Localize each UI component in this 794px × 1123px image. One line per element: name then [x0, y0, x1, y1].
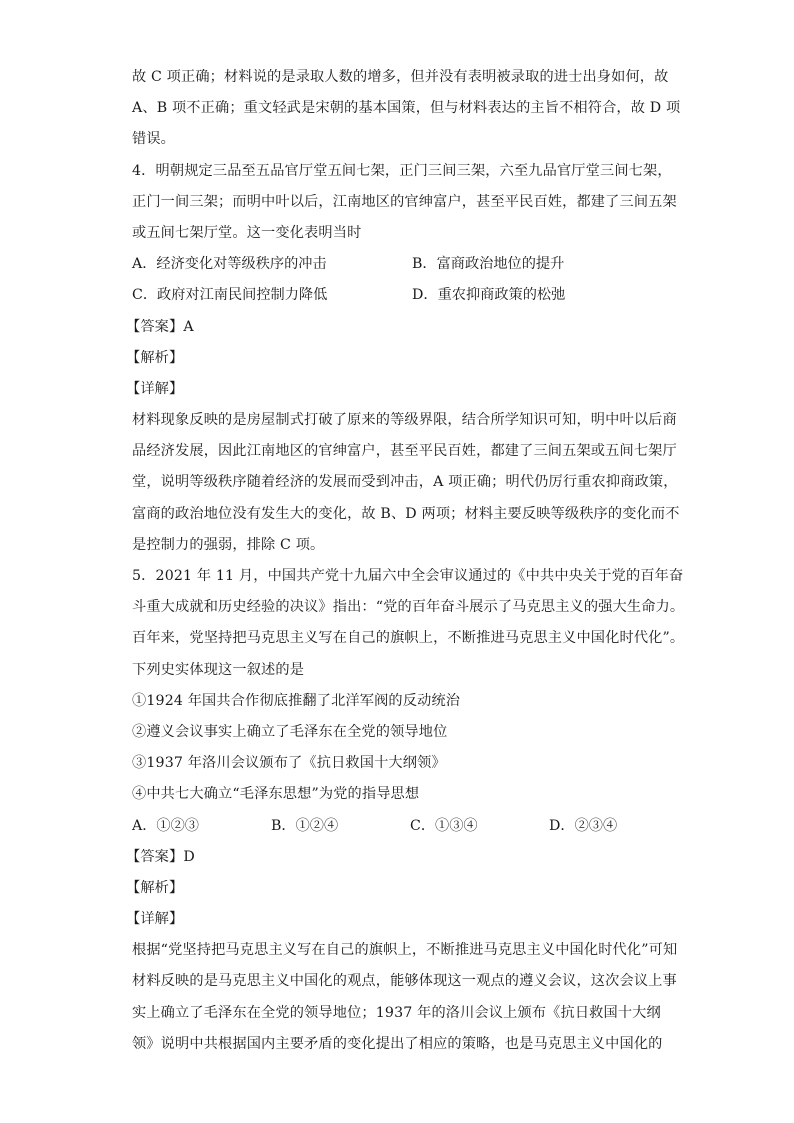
text-line: 错误。: [132, 131, 176, 148]
answer-label: 【答案】D: [126, 848, 195, 865]
option-c: C．①③④: [410, 817, 478, 834]
explanation-line: 富商的政治地位没有发生大的变化，故 B、D 两项；材料主要反映等级秩序的变化而不: [132, 505, 680, 522]
option-d: D．重农抑商政策的松弛: [412, 287, 566, 304]
option-row: [132, 249, 668, 280]
option-a: A．经济变化对等级秩序的冲击: [132, 256, 327, 273]
text-line: 故 C 项正确；材料说的是录取人数的增多，但并没有表明被录取的进士出身如何，故: [132, 69, 669, 85]
question-stem-line: 斗重大成就和历史经验的决议》指出：“党的百年奋斗展示了马克思主义的强大生命力。: [132, 599, 685, 616]
text-line: A、B 项不正确；重文轻武是宋朝的基本国策，但与材料表达的主旨不相符合，故 D 项: [132, 100, 681, 117]
question-stem-line: 百年来，党坚持把马克思主义写在自己的旗帜上，不断推进马克思主义中国化时代化”。: [132, 630, 685, 647]
option-d: D．②③④: [549, 817, 618, 834]
statement-item: ①1924 年国共合作彻底推翻了北洋军阀的反动统治: [132, 692, 461, 709]
statement-item: ②遵义会议事实上确立了毛泽东在全党的领导地位: [132, 723, 448, 740]
option-c: C．政府对江南民间控制力降低: [132, 287, 328, 304]
explanation-line: 堂，说明等级秩序随着经济的发展而受到冲击，A 项正确；明代仍厉行重农抑商政策，: [132, 474, 678, 491]
question-stem-line: 下列史实体现这一叙述的是: [132, 661, 305, 678]
explanation-line: 领》说明中共根据国内主要矛盾的变化提出了相应的策略，也是马克思主义中国化的: [132, 1035, 663, 1052]
statement-item: ④中共七大确立“毛泽东思想”为党的指导思想: [132, 786, 420, 803]
statement-item: ③1937 年洛川会议颁布了《抗日救国十大纲领》: [132, 755, 446, 772]
question-stem-line: 4．明朝规定三品至五品官厅堂五间七架，正门三间三架，六至九品官厅堂三间七架，: [132, 162, 672, 179]
explanation-line: 材料反映的是马克思主义中国化的观点，能够体现这一观点的遵义会议，这次会议上事: [132, 973, 677, 990]
question-stem-line: 5．2021 年 11 月，中国共产党十九届六中全会审议通过的《中共中央关于党的百年奋: [132, 568, 684, 584]
document-page: [126, 62, 685, 1060]
analysis-label: 【解析】: [126, 349, 184, 366]
explanation-line: 是控制力的强弱，排除 C 项。: [132, 536, 325, 553]
question-5: [126, 561, 685, 1060]
option-row: [132, 811, 668, 842]
explanation-line: 根据“党坚持把马克思主义写在自己的旗帜上，不断推进马克思主义中国化时代化”可知: [132, 942, 678, 959]
explanation-line: 实上确立了毛泽东在全党的领导地位；1937 年的洛川会议上颁布《抗日救国十大纲: [132, 1004, 661, 1021]
explanation-line: 品经济发展，因此江南地区的官绅富户，甚至平民百姓，都建了三间五架或五间七架厅: [132, 443, 677, 460]
question-stem-line: 或五间七架厅堂。这一变化表明当时: [132, 224, 362, 241]
analysis-label: 【解析】: [126, 879, 184, 896]
q3-explanation-tail: [132, 62, 681, 156]
option-a: A．①②③: [132, 817, 199, 834]
answer-label: 【答案】A: [126, 318, 194, 335]
detail-label: 【详解】: [126, 911, 184, 928]
option-row: [132, 280, 668, 311]
question-4: [126, 156, 680, 561]
detail-label: 【详解】: [126, 380, 184, 397]
option-b: B．富商政治地位的提升: [412, 256, 565, 273]
option-b: B．①②④: [271, 817, 339, 834]
question-stem-line: 正门一间三架；而明中叶以后，江南地区的官绅富户，甚至平民百姓，都建了三间五架: [132, 193, 677, 210]
explanation-line: 材料现象反映的是房屋制式打破了原来的等级界限，结合所学知识可知，明中叶以后商: [132, 412, 677, 429]
